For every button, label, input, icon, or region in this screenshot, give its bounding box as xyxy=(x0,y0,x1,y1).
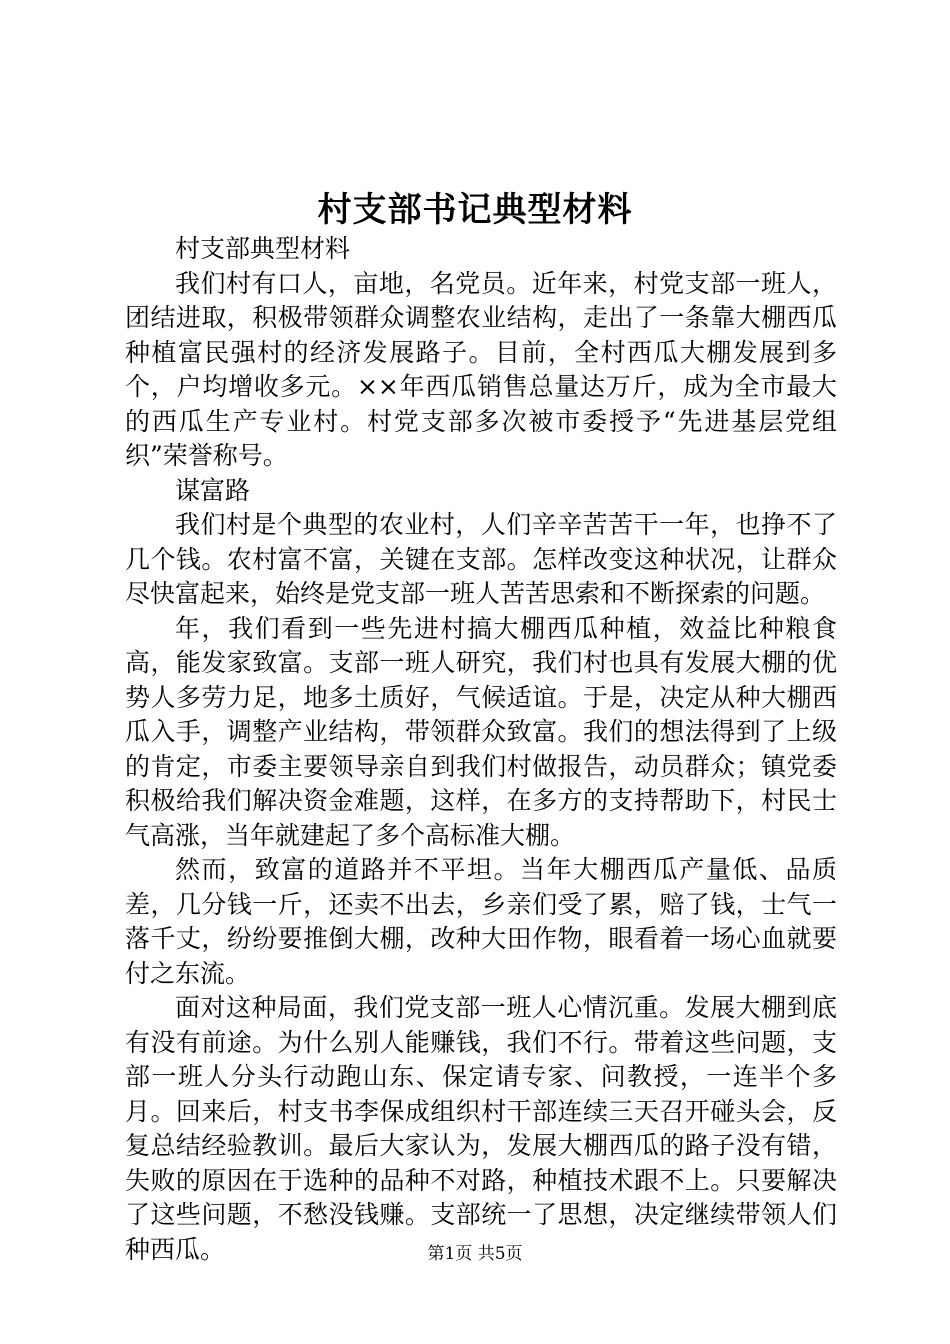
document-title: 村支部书记典型材料 xyxy=(317,190,633,230)
section-heading: 谋富路 xyxy=(175,475,251,505)
intro-paragraph: 我们村有口人，亩地，名党员。近年来，村党支部一班人，团结进取，积极带领群众调整农业结构，走出了一条靠大棚西瓜种植富民强村的经济发展路子。目前，全村西瓜大棚发展到多个，户均增收多元。××年西瓜销售总量达万斤，成为全市最大的西瓜生产专业村。村党支部多次被市委授予“先进基层党组织”荣誉称号。 xyxy=(125,268,837,470)
document-body xyxy=(125,232,837,1267)
body-paragraph: 然而，致富的道路并不平坦。当年大棚西瓜产量低、品质差，几分钱一斤，还卖不出去，乡亲们受了累，赔了钱，士气一落千丈，纷纷要推倒大棚，改种大田作物，眼看着一场心血就要付之东流。 xyxy=(125,855,837,988)
body-paragraph: 面对这种局面，我们党支部一班人心情沉重。发展大棚到底有没有前途。为什么别人能赚钱，我们不行。带着这些问题，支部一班人分头行动跑山东、保定请专家、问教授，一连半个多月。回来后，村支书李保成组织村干部连续三天召开碰头会，反复总结经验教训。最后大家认为，发展大棚西瓜的路子没有错，失败的原因在于选种的品种不对路，种植技术跟不上。只要解决了这些问题，不愁没钱赚。支部统一了思想，决定继续带领人们种西瓜。 xyxy=(125,993,837,1264)
body-paragraph: 年，我们看到一些先进村搞大棚西瓜种植，效益比种粮食高，能发家致富。支部一班人研究，我们村也具有发展大棚的优势人多劳力足，地多土质好，气候适谊。于是，决定从种大棚西瓜入手，调整产业结构，带领群众致富。我们的想法得到了上级的肯定，市委主要领导亲自到我们村做报告，动员群众；镇党委积极给我们解决资金难题，这样，在多方的支持帮助下，村民士气高涨，当年就建起了多个高标准大棚。 xyxy=(125,613,837,850)
page-number-footer: 第1页 共5页 xyxy=(427,1244,523,1264)
subtitle-paragraph: 村支部典型材料 xyxy=(175,234,351,263)
body-paragraph: 我们村是个典型的农业村，人们辛辛苦苦干一年，也挣不了几个钱。农村富不富，关键在支部。怎样改变这种状况，让群众尽快富起来，始终是党支部一班人苦苦思索和不断探索的问题。 xyxy=(125,510,837,608)
